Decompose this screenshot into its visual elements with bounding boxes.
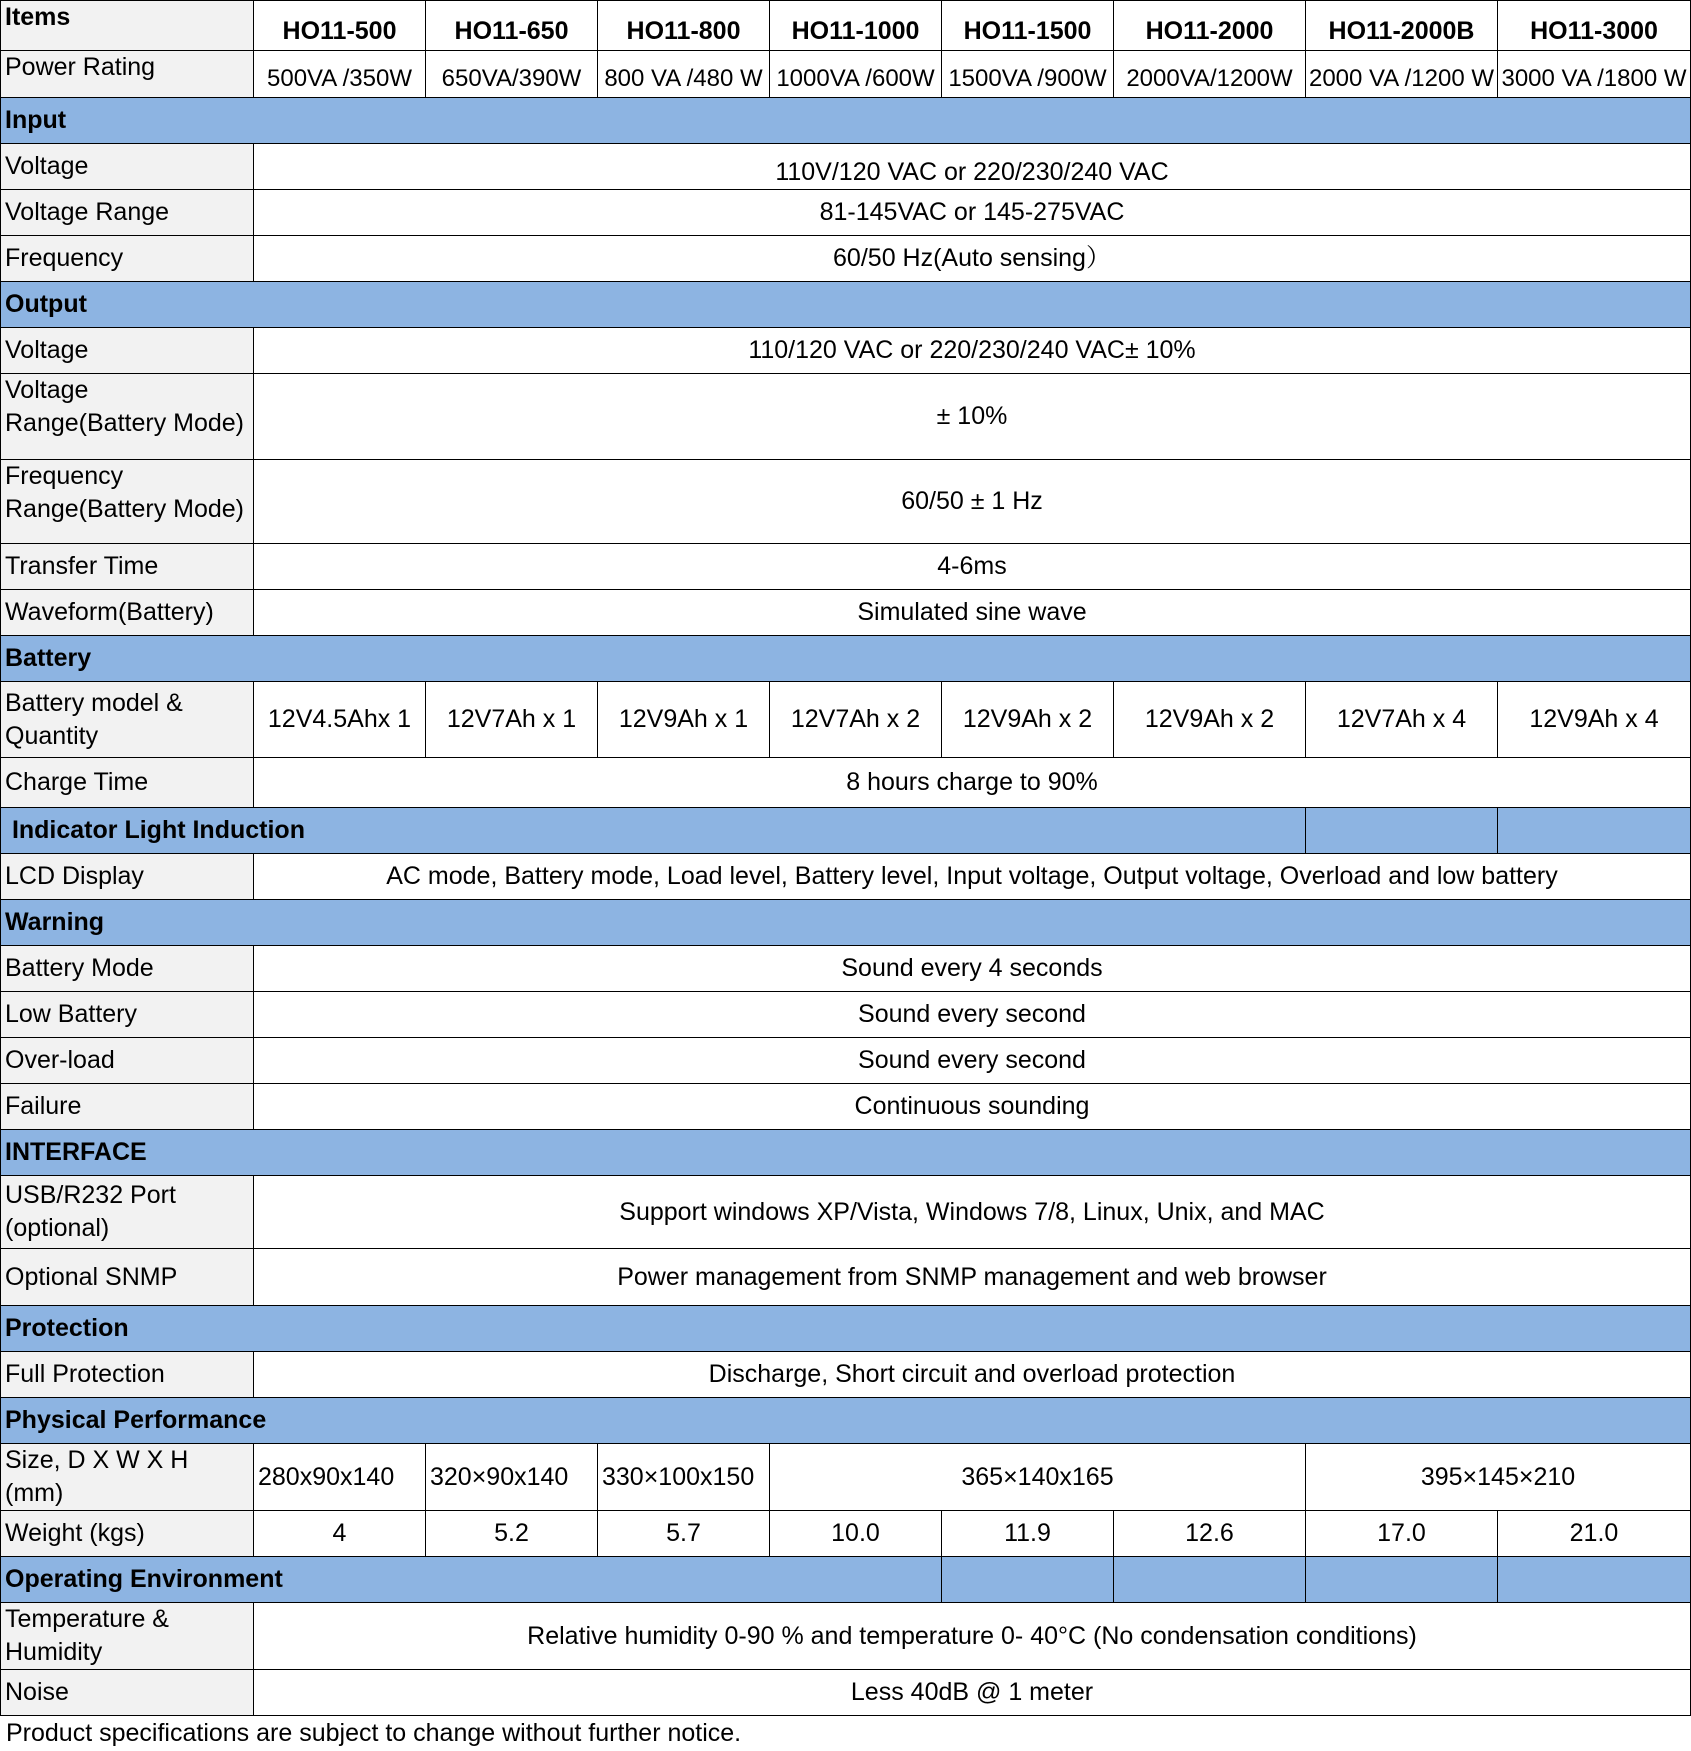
- spec-row: [1, 1249, 1691, 1306]
- spec-label: USB/R232 Port (optional): [1, 1176, 254, 1249]
- spec-label: Battery model & Quantity: [1, 682, 254, 758]
- spec-row: [1, 1176, 1691, 1249]
- battery-model-value: 12V7Ah x 4: [1306, 682, 1498, 758]
- weight-value: 5.2: [426, 1511, 598, 1557]
- spec-row: [1, 460, 1691, 544]
- spec-row: [1, 374, 1691, 460]
- spec-label: Frequency: [1, 236, 254, 282]
- section-title: Warning: [1, 900, 1691, 946]
- battery-model-value: 12V9Ah x 2: [1114, 682, 1306, 758]
- section-blank-cell: [1114, 1557, 1306, 1603]
- battery-model-value: 12V9Ah x 1: [598, 682, 770, 758]
- battery-model-value: 12V7Ah x 1: [426, 682, 598, 758]
- section-protection: [1, 1306, 1691, 1352]
- section-title: Output: [1, 282, 1691, 328]
- power-rating-value: 3000 VA /1800 W: [1498, 51, 1691, 98]
- section-title: Battery: [1, 636, 1691, 682]
- power-rating-value: 2000 VA /1200 W: [1306, 51, 1498, 98]
- spec-row: [1, 1084, 1691, 1130]
- section-blank-cell: [1306, 1557, 1498, 1603]
- spec-label: Size, D X W X H (mm): [1, 1444, 254, 1511]
- section-blank-cell: [942, 1557, 1114, 1603]
- spec-label: Full Protection: [1, 1352, 254, 1398]
- spec-row: [1, 1670, 1691, 1716]
- model-header: HO11-800: [598, 1, 770, 51]
- section-blank-cell: [1498, 1557, 1691, 1603]
- spec-value: AC mode, Battery mode, Load level, Battery level, Input voltage, Output voltage, Overload and low battery: [254, 854, 1691, 900]
- weight-value: 21.0: [1498, 1511, 1691, 1557]
- battery-model-value: 12V9Ah x 2: [942, 682, 1114, 758]
- section-input: [1, 98, 1691, 144]
- section-blank-cell: [1498, 808, 1691, 854]
- spec-value: Relative humidity 0-90 % and temperature 0- 40°C (No condensation conditions): [254, 1603, 1691, 1670]
- footnote: Product specifications are subject to change without further notice.: [6, 1719, 742, 1747]
- spec-row: [1, 854, 1691, 900]
- section-title: Protection: [1, 1306, 1691, 1352]
- weight-row: [1, 1511, 1691, 1557]
- weight-value: 10.0: [770, 1511, 942, 1557]
- header-row: [1, 1, 1691, 51]
- spec-value: Continuous sounding: [254, 1084, 1691, 1130]
- section-warning: [1, 900, 1691, 946]
- spec-row: [1, 1352, 1691, 1398]
- weight-value: 5.7: [598, 1511, 770, 1557]
- section-title: Physical Performance: [1, 1398, 1691, 1444]
- section-output: [1, 282, 1691, 328]
- power-rating-row: [1, 51, 1691, 98]
- spec-value: 8 hours charge to 90%: [254, 758, 1691, 808]
- spec-value: 4-6ms: [254, 544, 1691, 590]
- weight-value: 11.9: [942, 1511, 1114, 1557]
- spec-value: Support windows XP/Vista, Windows 7/8, Linux, Unix, and MAC: [254, 1176, 1691, 1249]
- section-title: Indicator Light Induction: [1, 808, 1306, 854]
- items-header: Items: [1, 1, 254, 51]
- power-rating-value: 2000VA/1200W: [1114, 51, 1306, 98]
- model-header: HO11-3000: [1498, 1, 1691, 51]
- spec-label: Charge Time: [1, 758, 254, 808]
- spec-row: [1, 1038, 1691, 1084]
- spec-value: Sound every second: [254, 992, 1691, 1038]
- section-battery: [1, 636, 1691, 682]
- power-rating-value: 800 VA /480 W: [598, 51, 770, 98]
- spec-label: Voltage Range: [1, 190, 254, 236]
- spec-row: [1, 590, 1691, 636]
- size-value: 365×140x165: [770, 1444, 1306, 1511]
- battery-model-value: 12V9Ah x 4: [1498, 682, 1691, 758]
- spec-label: Noise: [1, 1670, 254, 1716]
- spec-label: Low Battery: [1, 992, 254, 1038]
- spec-label: Waveform(Battery): [1, 590, 254, 636]
- size-value: 330×100x150: [598, 1444, 770, 1511]
- spec-label: Failure: [1, 1084, 254, 1130]
- section-physical: [1, 1398, 1691, 1444]
- spec-row: [1, 758, 1691, 808]
- weight-value: 4: [254, 1511, 426, 1557]
- section-indicator: [1, 808, 1691, 854]
- spec-value: 60/50 Hz(Auto sensing）: [254, 236, 1691, 282]
- spec-value: 81-145VAC or 145-275VAC: [254, 190, 1691, 236]
- power-rating-value: 1500VA /900W: [942, 51, 1114, 98]
- spec-value: Sound every 4 seconds: [254, 946, 1691, 992]
- weight-value: 12.6: [1114, 1511, 1306, 1557]
- spec-value: Power management from SNMP management and web browser: [254, 1249, 1691, 1306]
- spec-row: [1, 1603, 1691, 1670]
- spec-label: [1, 374, 254, 460]
- section-blank-cell: [1306, 808, 1498, 854]
- spec-label: Voltage: [1, 328, 254, 374]
- section-title: Input: [1, 98, 1691, 144]
- spec-value: 110V/120 VAC or 220/230/240 VAC: [254, 144, 1691, 190]
- power-rating-value: 650VA/390W: [426, 51, 598, 98]
- spec-row: [1, 992, 1691, 1038]
- spec-value: Discharge, Short circuit and overload protection: [254, 1352, 1691, 1398]
- spec-row: [1, 328, 1691, 374]
- spec-label: Optional SNMP: [1, 1249, 254, 1306]
- weight-value: 17.0: [1306, 1511, 1498, 1557]
- spec-label: Weight (kgs): [1, 1511, 254, 1557]
- spec-label: Voltage: [1, 144, 254, 190]
- spec-value: Simulated sine wave: [254, 590, 1691, 636]
- battery-model-row: [1, 682, 1691, 758]
- spec-value: 110/120 VAC or 220/230/240 VAC± 10%: [254, 328, 1691, 374]
- section-title: Operating Environment: [1, 1557, 942, 1603]
- power-rating-value: 1000VA /600W: [770, 51, 942, 98]
- spec-label: Over-load: [1, 1038, 254, 1084]
- spec-row: [1, 190, 1691, 236]
- spec-value: ± 10%: [254, 374, 1691, 460]
- spec-label: LCD Display: [1, 854, 254, 900]
- model-header: HO11-1000: [770, 1, 942, 51]
- model-header: HO11-1500: [942, 1, 1114, 51]
- spec-label-text: Frequency Range(Battery Mode): [5, 462, 245, 523]
- spec-label: Battery Mode: [1, 946, 254, 992]
- spec-row: [1, 544, 1691, 590]
- model-header: HO11-2000: [1114, 1, 1306, 51]
- battery-model-value: 12V7Ah x 2: [770, 682, 942, 758]
- spec-label: Transfer Time: [1, 544, 254, 590]
- spec-row: [1, 144, 1691, 190]
- size-value: 280x90x140: [254, 1444, 426, 1511]
- spec-row: [1, 236, 1691, 282]
- spec-value: 60/50 ± 1 Hz: [254, 460, 1691, 544]
- size-value: 395×145×210: [1306, 1444, 1691, 1511]
- size-value: 320×90x140: [426, 1444, 598, 1511]
- section-interface: [1, 1130, 1691, 1176]
- spec-label-text: Voltage Range(Battery Mode): [5, 376, 245, 437]
- model-header: HO11-650: [426, 1, 598, 51]
- power-rating-value: 500VA /350W: [254, 51, 426, 98]
- size-row: [1, 1444, 1691, 1511]
- spec-value: Sound every second: [254, 1038, 1691, 1084]
- model-header: HO11-500: [254, 1, 426, 51]
- battery-model-value: 12V4.5Ahx 1: [254, 682, 426, 758]
- spec-label: [1, 460, 254, 544]
- model-header: HO11-2000B: [1306, 1, 1498, 51]
- spec-label: Temperature & Humidity: [1, 1603, 254, 1670]
- spec-row: [1, 946, 1691, 992]
- power-rating-label: Power Rating: [1, 51, 254, 98]
- section-title: INTERFACE: [1, 1130, 1691, 1176]
- section-environment: [1, 1557, 1691, 1603]
- spec-value: Less 40dB @ 1 meter: [254, 1670, 1691, 1716]
